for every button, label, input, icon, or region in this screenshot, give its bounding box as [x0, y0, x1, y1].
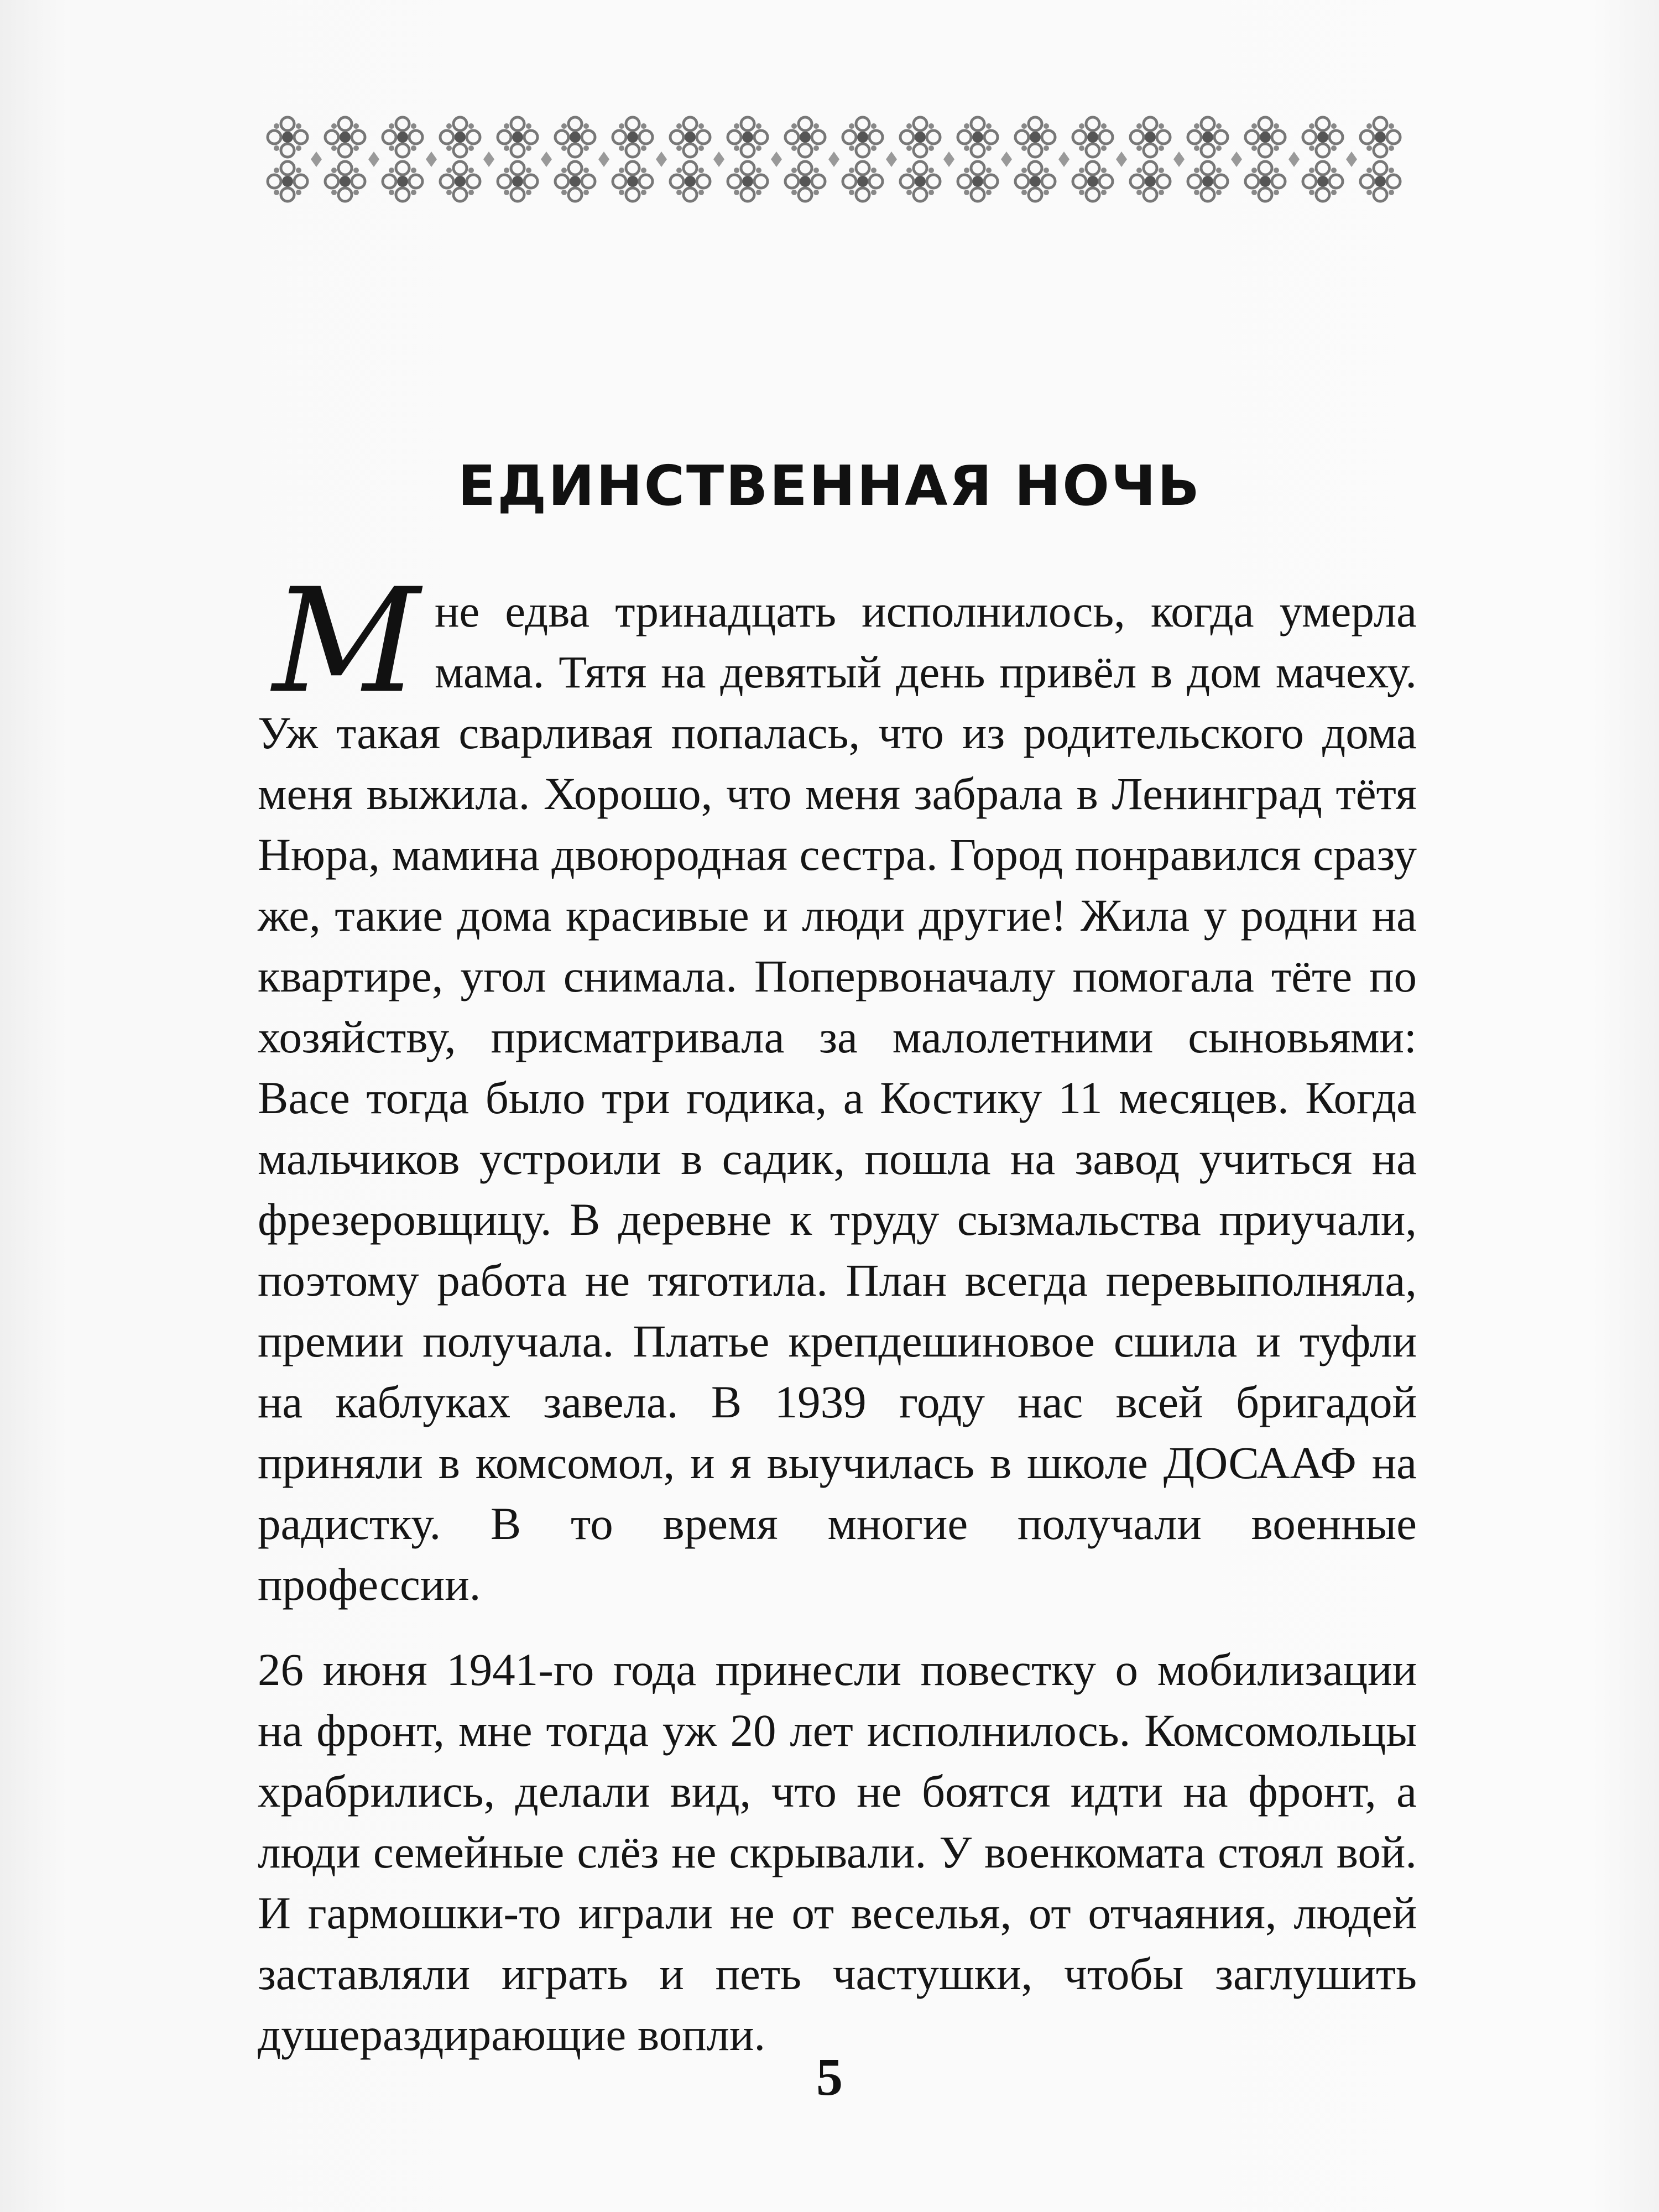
paragraph-2: 26 июня 1941-го года принесли повестку о мобилизации на фронт, мне тогда уж 20 лет исполнилось. Комсомольцы храбрились, делали вид, что не боятся идти на фронт, а люди семейные слёз не скрывали. У военкомата стоял вой. И гармошки-то играли не от веселья, от отчаяния, людей заставляли играть и петь частушки, чтобы заглушить душераздирающие вопли.	[258, 1644, 1417, 2060]
chapter-title: ЕДИНСТВЕННАЯ НОЧЬ	[457, 453, 1202, 518]
drop-cap-letter: М	[272, 558, 420, 725]
page-number: 5	[816, 2047, 843, 2106]
chapter-text	[258, 558, 1417, 2065]
floral-border-ornament-icon	[259, 109, 1411, 209]
paragraph-1-text: не едва тринадцать исполнилось, когда умерла мама. Тятя на девятый день привёл в дом мачеху. Уж такая сварливая попалась, что из родительского дома меня выжила. Хорошо, что меня забрала в Ленинград тётя Нюра, мамина двоюродная сестра. Город понравился сразу же, такие дома красивые и люди другие! Жила у родни на квартире, угол снимала. Попервоначалу помогала тёте по хозяйству, присматривала за малолетними сыновьями: Васе тогда было три годика, а Костику 11 месяцев. Когда мальчиков устроили в садик, пошла на завод учиться на фрезеровщицу. В деревне к труду сызмальства приучали, поэтому работа не тяготила. План всегда перевыполняла, премии получала. Платье крепдешиновое сшила и туфли на каблуках завела. В 1939 году нас всей бригадой приняли в комсомол, и я выучилась в школе ДОСААФ на радистку. В то время многие получали военные профессии.	[258, 586, 1417, 1610]
paragraph-1	[258, 558, 1417, 1615]
